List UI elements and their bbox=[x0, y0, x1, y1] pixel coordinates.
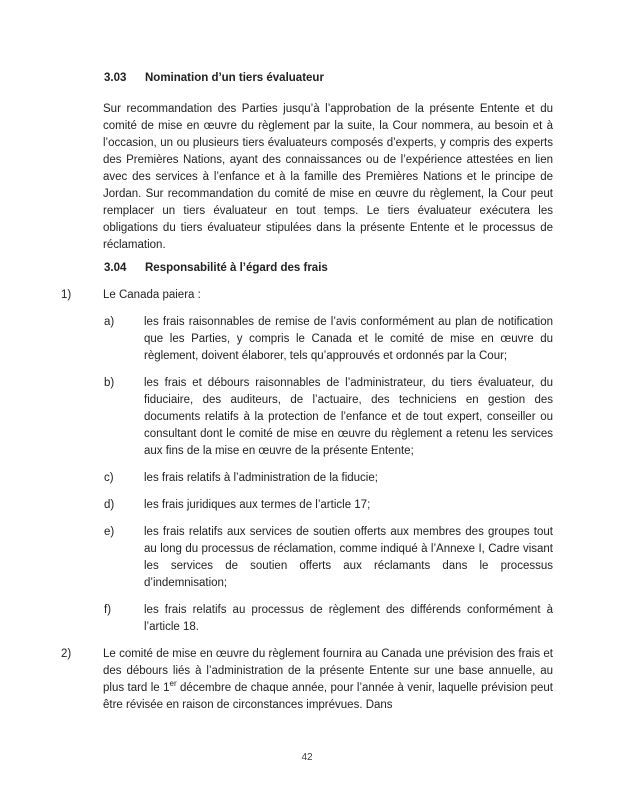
list-item-e bbox=[104, 524, 553, 592]
list-item-2 bbox=[61, 646, 553, 714]
list-item-text: les frais relatifs au processus de règlement des différends conformément à l’article 18. bbox=[144, 604, 553, 633]
section-heading-3-03 bbox=[104, 70, 553, 87]
list-item-f bbox=[104, 602, 553, 636]
list-item-a bbox=[104, 314, 553, 365]
section-number: 3.03 bbox=[104, 72, 127, 84]
list-item-text: les frais et débours raisonnables de l’administrateur, du tiers évaluateur, du fiduciaire, des auditeurs, de l’actuaire, des techniciens en gestion des documents relatifs à la protection de l’enfance et de tout expert, conseiller ou consultant dont le comité de mise en œuvre du règlement a retenu les services aux fins de la mise en œuvre de la présente Entente; bbox=[144, 377, 553, 457]
list-item-1 bbox=[61, 287, 553, 304]
list-item-d bbox=[104, 497, 553, 514]
list-item-text: les frais relatifs aux services de soutien offerts aux membres des groupes tout au long du processus de réclamation, comme indiqué à l’Annexe I, Cadre visant les services de soutien offerts aux réclamants dans le processus d’indemnisation; bbox=[144, 526, 553, 589]
list-item-b bbox=[104, 375, 553, 460]
list-item-text: les frais raisonnables de remise de l’avis conformément au plan de notification que les Parties, y compris le Canada et le comité de mise en œuvre du règlement, doivent élaborer, tels qu’approuvés et ordonnés par la Cour; bbox=[144, 316, 553, 362]
list-item-marker: a) bbox=[104, 316, 115, 328]
section-heading-3-04 bbox=[104, 260, 553, 277]
list-item-text bbox=[103, 646, 553, 714]
ordinal-superscript: er bbox=[169, 679, 177, 689]
item-2-text-after: décembre de chaque année, pour l’année à venir, laquelle prévision peut être révisée en raison de circonstances imprévues. Dans bbox=[103, 682, 553, 711]
list-item-marker: 1) bbox=[61, 289, 72, 301]
item-2-text-before: Le comité de mise en œuvre du règlement fournira au Canada une prévision des frais et des débours liés à l’administration de la présente Entente sur une base annuelle, au plus tard le 1 bbox=[103, 648, 553, 694]
list-item-c bbox=[104, 470, 553, 487]
list-item-marker: b) bbox=[104, 377, 115, 389]
section-title: Responsabilité à l’égard des frais bbox=[145, 262, 328, 274]
list-item-marker: e) bbox=[104, 526, 115, 538]
list-item-text: les frais juridiques aux termes de l’article 17; bbox=[144, 499, 371, 511]
list-item-marker: 2) bbox=[61, 648, 72, 660]
list-item-marker: d) bbox=[104, 499, 115, 511]
section-number: 3.04 bbox=[104, 262, 127, 274]
document-content bbox=[61, 70, 553, 724]
page-number: 42 bbox=[301, 752, 313, 763]
section-3-03-paragraph: Sur recommandation des Parties jusqu’à l’approbation de la présente Entente et du comité de mise en œuvre du règlement par la suite, la Cour nommera, au besoin et à l’occasion, un ou plusieurs tiers évaluateurs composés d’experts, y compris des experts des Premières Nations, ayant des connaissances ou de l’expérience attestées en lien avec des services à l’enfance et à la famille des Premières Nations et le principe de Jordan. Sur recommandation du comité de mise en œuvre du règlement, la Cour peut remplacer un tiers évaluateur en tout temps. Le tiers évaluateur exécutera les obligations du tiers évaluateur stipulées dans la présente Entente et le processus de réclamation. bbox=[103, 103, 553, 251]
list-item-text: Le Canada paiera : bbox=[103, 289, 201, 301]
list-item-text: les frais relatifs à l’administration de la fiducie; bbox=[144, 472, 378, 484]
sublist bbox=[104, 314, 553, 636]
list-item-marker: c) bbox=[104, 472, 114, 484]
section-title: Nomination d’un tiers évaluateur bbox=[145, 72, 324, 84]
list-item-marker: f) bbox=[104, 604, 112, 616]
